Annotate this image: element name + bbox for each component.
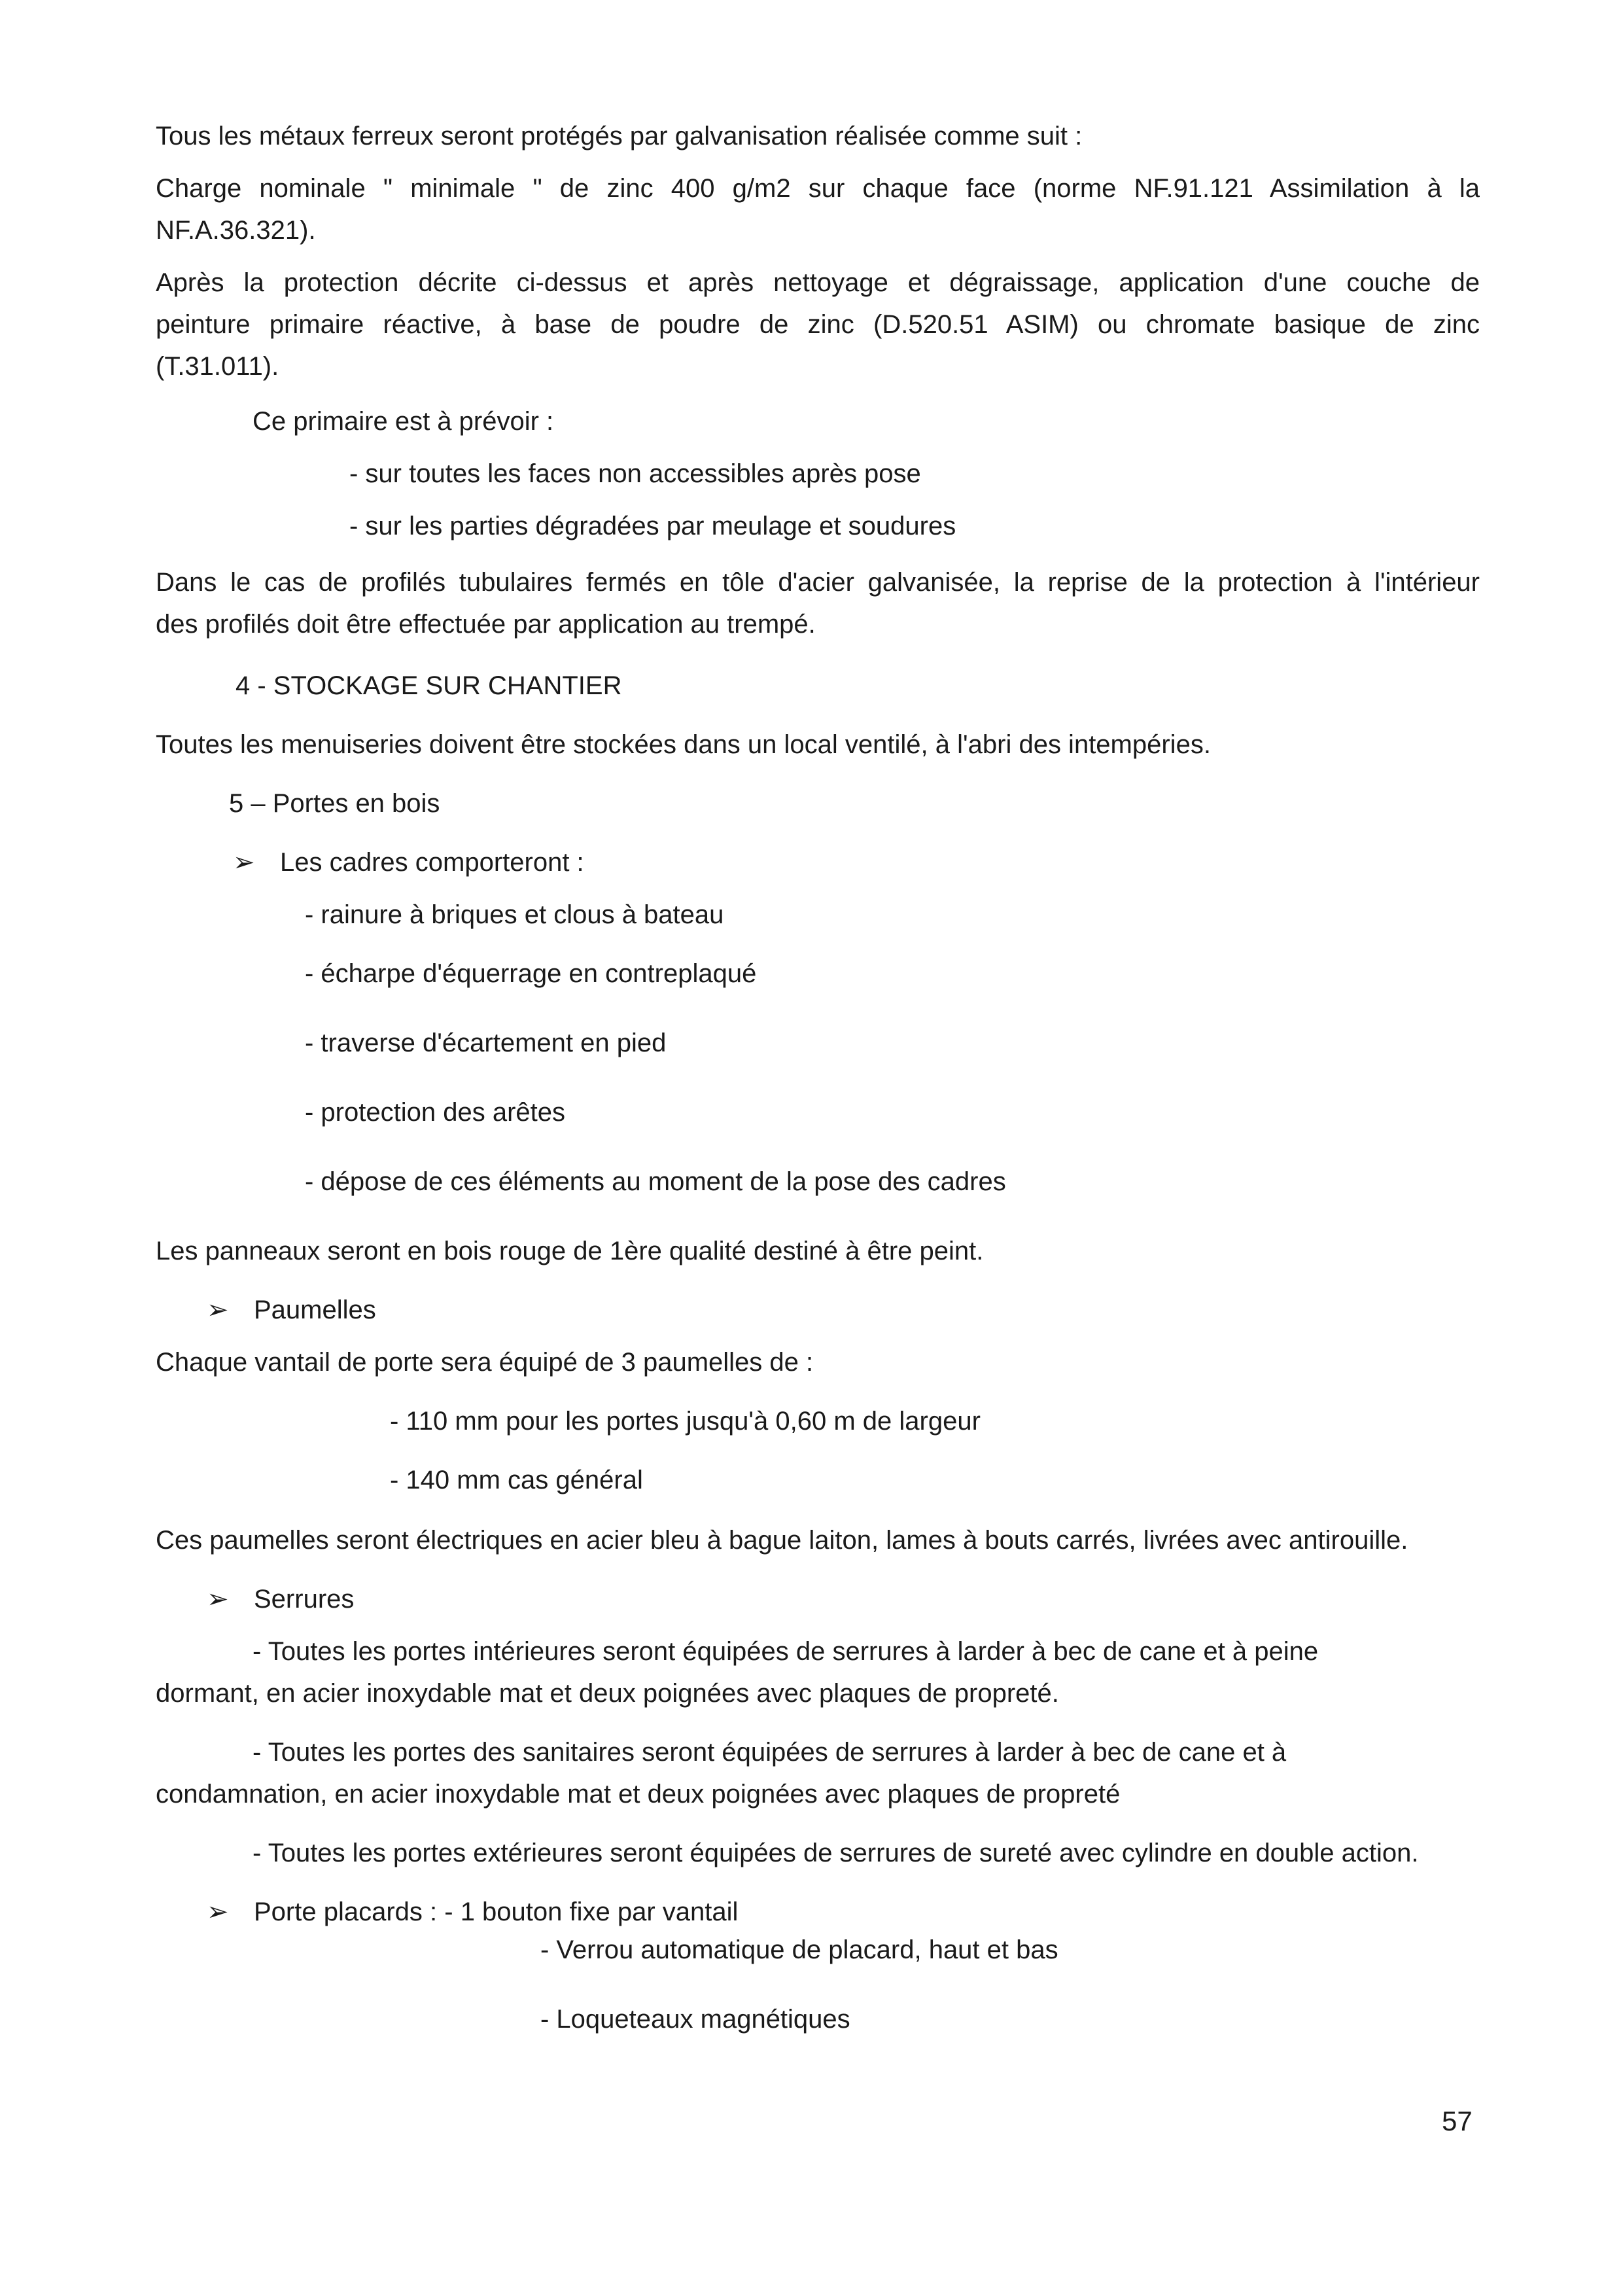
list-item: - sur toutes les faces non accessibles après pose: [349, 459, 921, 488]
list-item: - protection des arêtes: [305, 1098, 565, 1127]
paragraph-line: (T.31.011).: [156, 352, 279, 381]
paragraph-line: Après la protection décrite ci-dessus et après nettoyage et dégraissage, application d'une couche de: [156, 268, 1480, 297]
paragraph-serrures-exterieures: - Toutes les portes extérieures seront équipées de serrures de sureté avec cylindre en double action.: [253, 1839, 1419, 1867]
bullet-item: [207, 1578, 354, 1620]
section-heading-stockage: 4 - STOCKAGE SUR CHANTIER: [236, 671, 622, 700]
list-item: - rainure à briques et clous à bateau: [305, 900, 724, 929]
list-item: - 140 mm cas général: [390, 1466, 643, 1494]
paragraph-line: NF.A.36.321).: [156, 216, 316, 245]
paragraph-galvanisation: Tous les métaux ferreux seront protégés par galvanisation réalisée comme suit :: [156, 122, 1083, 150]
paragraph-vantail: Chaque vantail de porte sera équipé de 3 paumelles de :: [156, 1348, 814, 1377]
arrow-bullet-icon: ➢: [233, 847, 255, 877]
paragraph-stockage: Toutes les menuiseries doivent être stockées dans un local ventilé, à l'abri des intempéries.: [156, 730, 1211, 759]
paragraph-line: - Toutes les portes intérieures seront équipées de serrures à larder à bec de cane et à peine: [253, 1637, 1319, 1666]
arrow-bullet-icon: ➢: [207, 1897, 229, 1927]
bullet-item: [207, 1891, 738, 1933]
bullet-text: : - 1 bouton fixe par vantail: [422, 1898, 739, 1926]
paragraph-charge-nominale: [156, 168, 1480, 251]
paragraph-panneaux: Les panneaux seront en bois rouge de 1ère qualité destiné à être peint.: [156, 1237, 984, 1265]
list-item: - 110 mm pour les portes jusqu'à 0,60 m de largeur: [390, 1407, 981, 1436]
bullet-text: Les cadres comporteront :: [280, 848, 584, 877]
paragraph-line: Charge nominale " minimale " de zinc 400 g/m2 sur chaque face (norme NF.91.121 Assimilation à la: [156, 174, 1480, 203]
bullet-item: [233, 841, 584, 883]
list-item: - dépose de ces éléments au moment de la pose des cadres: [305, 1167, 1006, 1196]
list-item: - sur les parties dégradées par meulage et soudures: [349, 512, 956, 540]
paragraph-line: dormant, en acier inoxydable mat et deux poignées avec plaques de propreté.: [156, 1679, 1059, 1708]
bullet-heading: Porte placards: [254, 1898, 423, 1926]
list-item: - Loqueteaux magnétiques: [540, 2005, 850, 2034]
list-item: - écharpe d'équerrage en contreplaqué: [305, 959, 757, 988]
paragraph-line: Dans le cas de profilés tubulaires fermés en tôle d'acier galvanisée, la reprise de la protection à l'intérieur: [156, 568, 1480, 597]
paragraph-peinture-primaire: [156, 262, 1480, 387]
section-heading-portes-bois: 5 – Portes en bois: [229, 789, 440, 818]
paragraph-serrures-interieures: [156, 1631, 1318, 1714]
paragraph-serrures-sanitaires: [156, 1731, 1286, 1815]
arrow-bullet-icon: ➢: [207, 1584, 229, 1614]
list-item: - traverse d'écartement en pied: [305, 1029, 667, 1057]
paragraph-line: peinture primaire réactive, à base de poudre de zinc (D.520.51 ASIM) ou chromate basique de zinc: [156, 310, 1480, 339]
bullet-heading: Serrures: [254, 1585, 355, 1614]
paragraph-line: des profilés doit être effectuée par application au trempé.: [156, 610, 816, 639]
bullet-heading: Paumelles: [254, 1296, 376, 1324]
list-item: - Verrou automatique de placard, haut et bas: [540, 1935, 1058, 1964]
bullet-item: [207, 1289, 376, 1331]
page-number: 57: [1442, 2106, 1473, 2136]
arrow-bullet-icon: ➢: [207, 1295, 229, 1325]
paragraph-line: - Toutes les portes des sanitaires seront équipées de serrures à larder à bec de cane et à: [253, 1738, 1287, 1767]
paragraph-paumelles: Ces paumelles seront électriques en acier bleu à bague laiton, lames à bouts carrés, livrées avec antirouille.: [156, 1526, 1408, 1555]
paragraph-line: condamnation, en acier inoxydable mat et deux poignées avec plaques de propreté: [156, 1780, 1121, 1809]
paragraph-primaire: Ce primaire est à prévoir :: [253, 407, 554, 436]
paragraph-profiles-tubulaires: [156, 561, 1480, 645]
